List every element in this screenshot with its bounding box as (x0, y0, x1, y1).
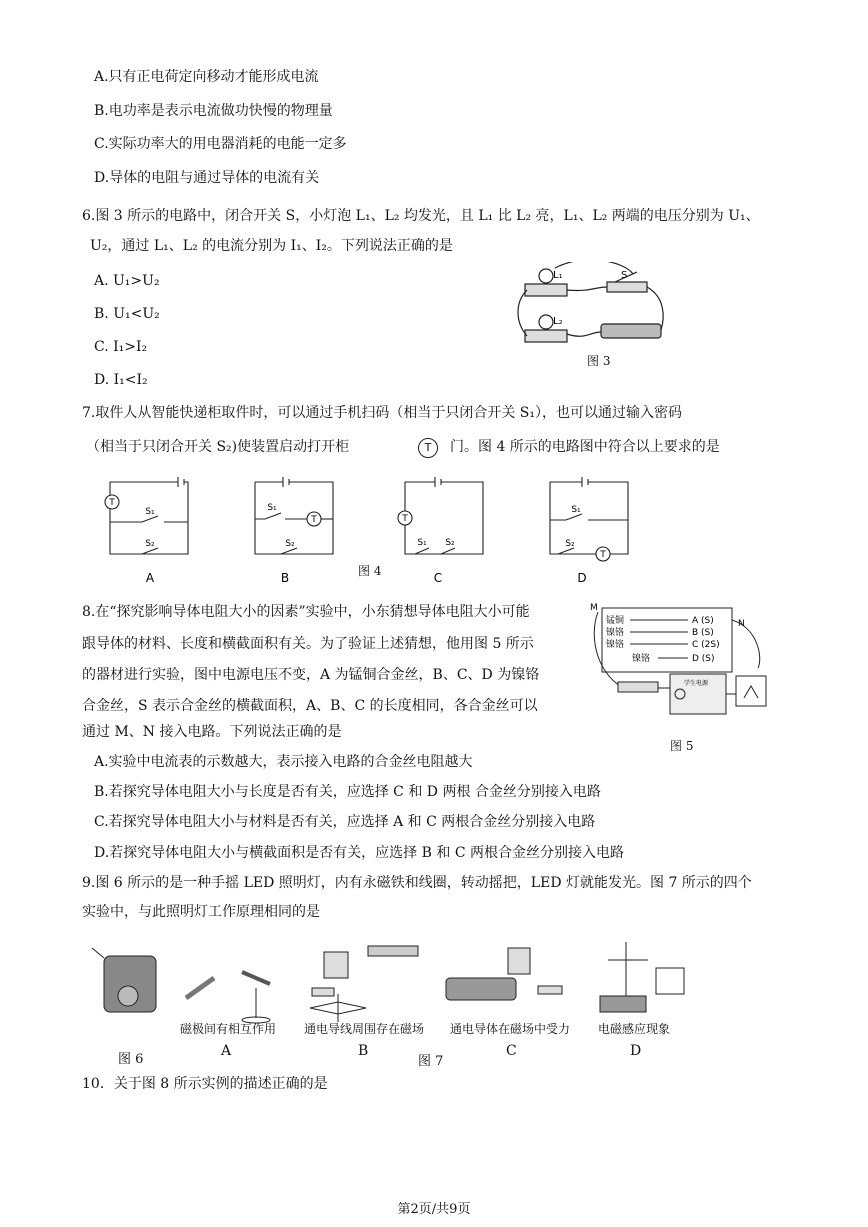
q8-option-d: D.若探究导体电阻大小与横截面积是否有关，应选择 B 和 C 两根合金丝分别接入电路 (94, 845, 624, 861)
label-m: M (590, 603, 598, 613)
exp-d-label: D (630, 1043, 642, 1059)
figure-6-caption: 图 6 (118, 1052, 144, 1067)
circuit-c (398, 477, 483, 554)
label-d: D (577, 571, 587, 585)
svg-text:B (S): B (S) (692, 628, 714, 638)
q6-option-c: C. I₁>I₂ (94, 339, 148, 355)
label-n: N (738, 619, 745, 629)
label-s: S (621, 270, 628, 281)
svg-text:S₂: S₂ (285, 539, 295, 549)
q6-stem-line1: 6.图 3 所示的电路中，闭合开关 S，小灯泡 L₁、L₂ 均发光，且 L₁ 比 L₂ 亮，L₁、L₂ 两端的电压分别为 U₁、 (82, 208, 760, 224)
figure-5-apparatus (588, 598, 778, 724)
svg-text:T: T (109, 498, 115, 508)
q8-stem-line4: 合金丝，S 表示合金丝的横截面积，A、B、C 的长度相同，各合金丝可以 (82, 698, 538, 714)
exp-c-label: C (506, 1043, 517, 1059)
label-a: A (145, 571, 155, 585)
q7-stem-line2b: 门。图 4 所示的电路图中符合以上要求的是 (450, 439, 720, 455)
svg-text:镍铬: 镍铬 (606, 628, 625, 638)
svg-text:T: T (311, 515, 317, 525)
bulb-l1 (539, 269, 553, 283)
q8-stem-line3: 的器材进行实验，图中电源电压不变，A 为锰铜合金丝，B、C、D 为镍铬 (82, 667, 540, 683)
svg-text:A (S): A (S) (692, 616, 714, 626)
experiment-a (186, 972, 270, 1023)
q5-option-d: D.导体的电阻与通过导体的电流有关 (94, 170, 320, 186)
q7-stem-line2a: （相当于只闭合开关 S₂)使装置启动打开柜 (86, 439, 350, 455)
q7-stem-line1: 7.取件人从智能快递柜取件时，可以通过手机扫码（相当于只闭合开关 S₁），也可以通过输入密码 (82, 405, 683, 421)
switch-base (618, 682, 658, 692)
figure-7-caption: 图 7 (418, 1054, 444, 1069)
experiment-b (310, 946, 418, 1022)
svg-text:学生电源: 学生电源 (684, 680, 709, 687)
figure-3-caption: 图 3 (587, 354, 611, 368)
svg-text:D (S): D (S) (692, 654, 715, 664)
q6-option-d: D. I₁<I₂ (94, 372, 148, 388)
svg-text:镍铬: 镍铬 (606, 640, 625, 650)
svg-text:S₁: S₁ (145, 507, 155, 517)
q5-option-a: A.只有正电荷定向移动才能形成电流 (94, 69, 319, 85)
q6-option-b: B. U₁<U₂ (94, 306, 160, 322)
bulb-l1-base (525, 284, 567, 296)
switch-s-base (607, 282, 647, 292)
ammeter (736, 676, 766, 706)
exp-b-label: B (358, 1043, 369, 1059)
svg-text:S₂: S₂ (565, 539, 575, 549)
q8-option-a: A.实验中电流表的示数越大，表示接入电路的合金丝电阻越大 (94, 754, 473, 770)
svg-text:S₂: S₂ (145, 539, 155, 549)
q8-stem-line5: 通过 M、N 接入电路。下列说法正确的是 (82, 724, 342, 740)
bulb-l2-base (525, 330, 567, 342)
exp-a-label: A (221, 1043, 232, 1059)
q8-option-c: C.若探究导体电阻大小与材料是否有关，应选择 A 和 C 两根合金丝分别接入电路 (94, 814, 596, 830)
svg-text:镍铬: 镍铬 (632, 654, 651, 664)
svg-text:S₁: S₁ (571, 505, 581, 515)
exp-c-desc: 通电导体在磁场中受力 (449, 1022, 571, 1036)
figure-4-caption: 图 4 (358, 564, 382, 578)
label-l2: L₂ (553, 316, 563, 327)
svg-text:T: T (402, 514, 408, 524)
label-l1: L₁ (553, 270, 563, 281)
q8-stem-line1: 8.在“探究影响导体电阻大小的因素”实验中，小东猜想导体电阻大小可能 (82, 604, 530, 620)
q8-stem-line2: 跟导体的材料、长度和横截面积有关。为了验证上述猜想，他用图 5 所示 (82, 636, 534, 652)
experiment-c (446, 948, 562, 1000)
label-c: C (433, 571, 443, 585)
bulb-l2 (539, 315, 553, 329)
experiment-d (600, 942, 684, 1012)
label-b: B (280, 571, 290, 585)
svg-text:S₂: S₂ (445, 538, 455, 548)
battery (601, 324, 661, 338)
svg-text:锰铜: 锰铜 (606, 616, 625, 626)
exp-a-desc: 磁极间有相互作用 (179, 1022, 277, 1036)
q5-option-c: C.实际功率大的用电器消耗的电能一定多 (94, 136, 347, 152)
led-flashlight (92, 948, 156, 1012)
figure-6-7-illustrations (88, 938, 688, 1048)
figure-5-caption: 图 5 (670, 739, 694, 753)
q8-option-b: B.若探究导体电阻大小与长度是否有关，应选择 C 和 D 两根 合金丝分别接入电路 (94, 784, 601, 800)
q9-stem-line1: 9.图 6 所示的是一种手摇 LED 照明灯，内有永磁铁和线圈，转动摇把，LED 灯就能发光。图 7 所示的四个 (82, 875, 752, 891)
q6-stem-line2: U₂，通过 L₁、L₂ 的电流分别为 I₁、I₂。下列说法正确的是 (90, 238, 453, 254)
svg-text:T: T (600, 550, 606, 560)
q10-stem: 10．关于图 8 所示实例的描述正确的是 (82, 1076, 328, 1092)
svg-text:C (2S): C (2S) (692, 640, 720, 650)
exp-b-desc: 通电导线周围存在磁场 (303, 1022, 425, 1036)
circuit-d (550, 477, 628, 561)
page-number: 第2页/共9页 (397, 1202, 471, 1217)
q6-option-a: A. U₁>U₂ (94, 273, 160, 289)
svg-text:S₁: S₁ (267, 503, 277, 513)
exp-d-desc: 电磁感应现象 (597, 1022, 671, 1036)
q9-stem-line2: 实验中，与此照明灯工作原理相同的是 (82, 904, 320, 920)
q5-option-b: B.电功率是表示电流做功快慢的物理量 (94, 103, 333, 119)
svg-text:S₁: S₁ (417, 538, 427, 548)
cabinet-door-icon: T (418, 438, 438, 458)
